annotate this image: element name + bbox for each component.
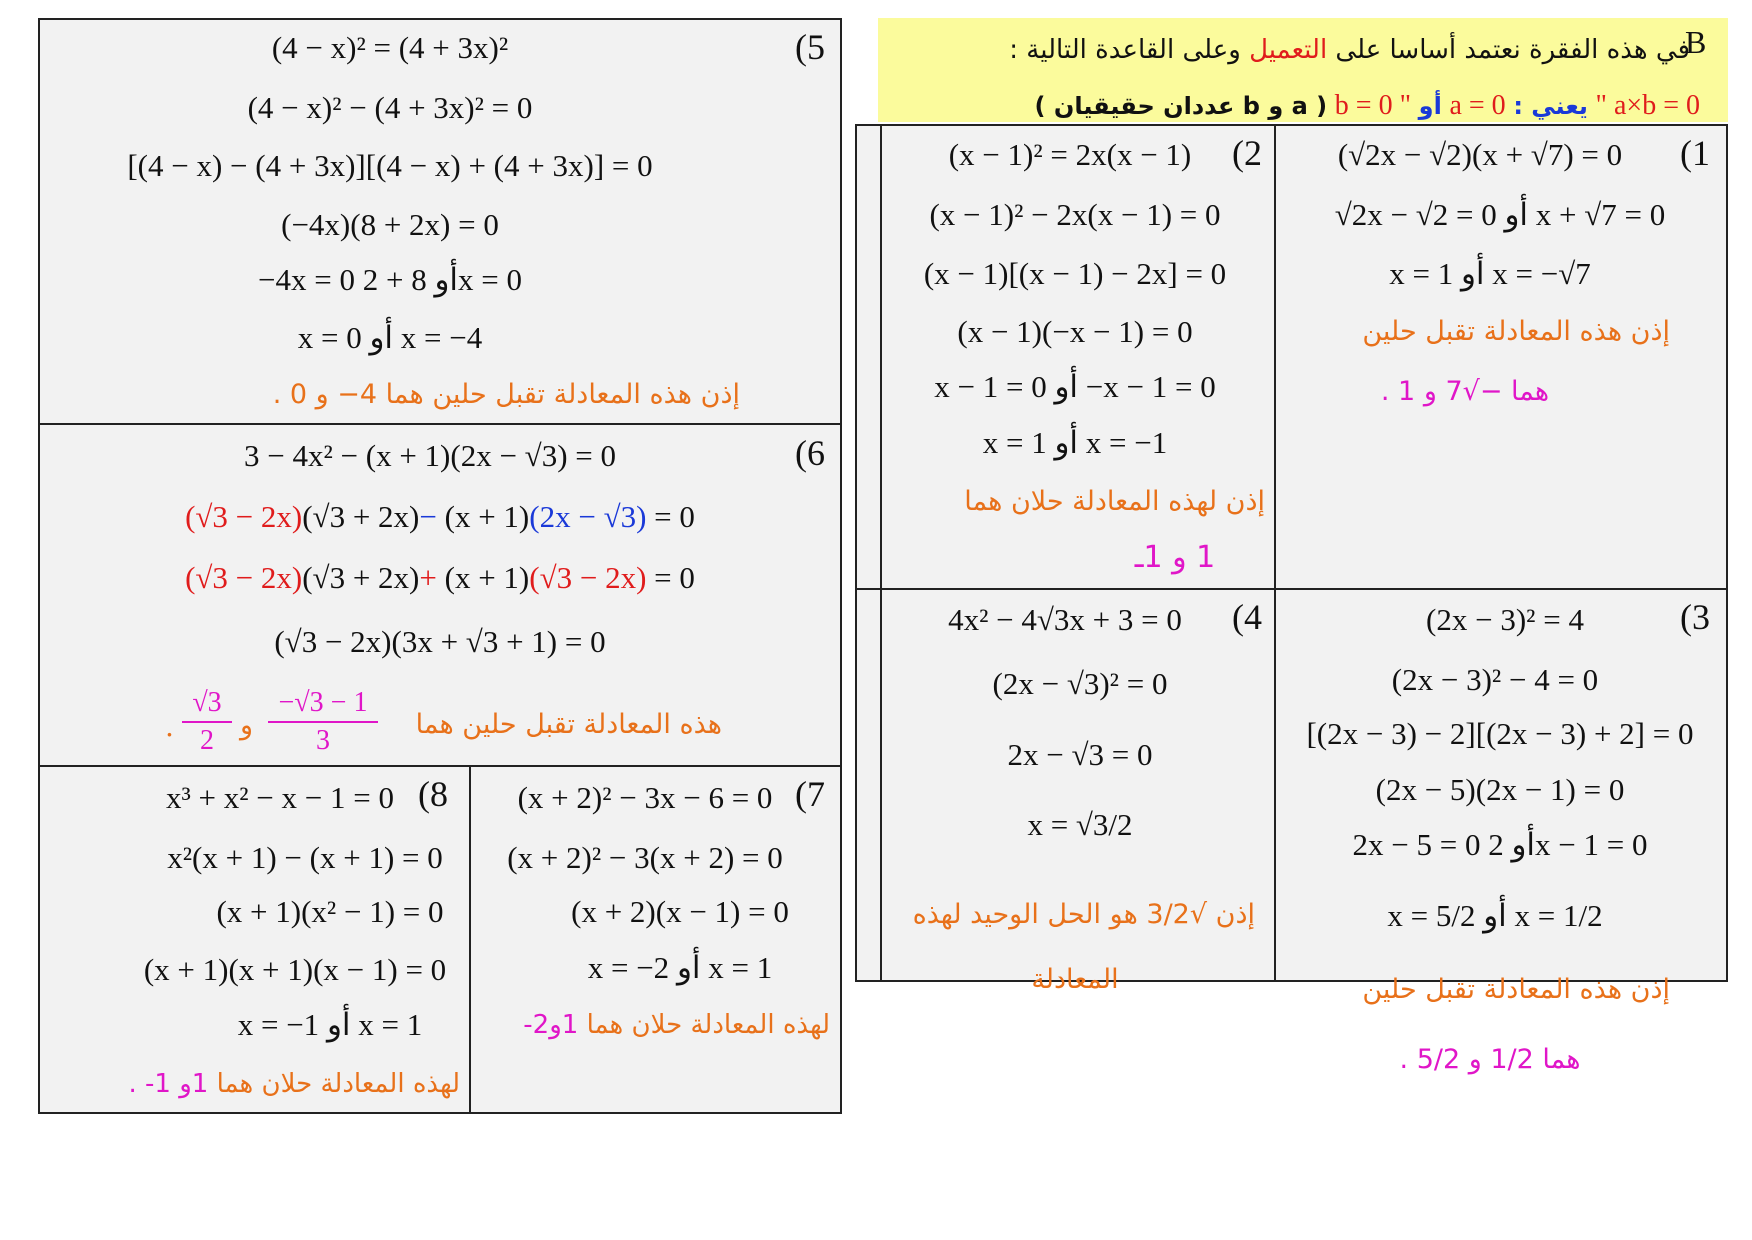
section-letter: B [1685, 24, 1707, 60]
operator: + [419, 560, 437, 595]
conclusion-text: إذن لهذه المعادلة حلان هما [964, 486, 1265, 517]
equation-line: (x − 1)² = 2x(x − 1) [948, 137, 1192, 172]
conclusion-text: إذن هذه المعادلة تقبل حلين [1362, 316, 1670, 347]
equation-line: x = 5/2 أو x = 1/2 [1387, 898, 1603, 933]
equals-zero: = 0 [646, 560, 695, 595]
exercise-number: (8 [418, 774, 448, 814]
conclusion-text: المعادلة [1031, 964, 1119, 995]
equals-zero: = 0 [646, 499, 695, 534]
conclusion-text: إذن هذه المعادلة تقبل حلين هما 4− و 0 . [272, 379, 740, 410]
equation-line: 4x² − 4√3x + 3 = 0 [948, 602, 1182, 637]
solution-fraction [268, 685, 378, 759]
rule-note: ( a و b عددان حقيقيان ) [1034, 92, 1328, 120]
fraction-numerator: √3 [182, 685, 232, 723]
equation-line: (x − 1)(−x − 1) = 0 [957, 314, 1193, 349]
conclusion-label: لهذه المعادلة حلان هما [586, 1010, 830, 1040]
factor: (√3 + 2x) [302, 499, 420, 534]
equation-line: x³ + x² − x − 1 = 0 [165, 780, 395, 815]
conclusion-text: هذه المعادلة تقبل حلين هما [415, 709, 722, 740]
solution-fraction [182, 685, 232, 759]
divider-5-6 [38, 423, 842, 425]
solutions: هما −√7 و 1 . [1380, 376, 1550, 407]
equation-line: [(2x − 3) − 2][(2x − 3) + 2] = 0 [1306, 716, 1694, 751]
equation-line: √2x − √2 = 0 أو x + √7 = 0 [1334, 197, 1666, 232]
equation-line: x = 0 أو x = −4 [297, 320, 483, 355]
factor: (√3 + 2x) [302, 560, 420, 595]
margin-line [880, 124, 882, 982]
equation-line: (2x − 3)² = 4 [1426, 602, 1584, 637]
column-divider [1274, 124, 1276, 982]
equation-line: (4 − x)² − (4 + 3x)² = 0 [247, 90, 533, 125]
equation-line: 2x − 5 = 0 أو 2x − 1 = 0 [1352, 827, 1648, 862]
equation-line: (x + 1)(x + 1)(x − 1) = 0 [143, 952, 447, 987]
conclusion-text: إذن هذه المعادلة تقبل حلين [1362, 974, 1670, 1005]
period: . [165, 710, 174, 743]
solutions: 1و 1- . [128, 1069, 209, 1099]
equation-line: (x − 1)² − 2x(x − 1) = 0 [929, 197, 1221, 232]
equation-line: x = −2 أو x = 1 [587, 950, 773, 985]
equation-line: [(4 − x) − (4 + 3x)][(4 − x) + (4 + 3x)] = 0 [127, 148, 653, 183]
factor: (√3 − 2x) [185, 499, 303, 534]
conclusion-label: لهذه المعادلة حلان هما [216, 1069, 460, 1099]
factor: (2x − √3) [529, 499, 647, 534]
equation-line: (x + 2)² − 3(x + 2) = 0 [507, 840, 783, 875]
conclusion-text [50, 1064, 460, 1104]
header-intro: في هذه الفقرة نعتمد أساسا على التعميل وعلى القاعدة التالية : [1009, 35, 1690, 65]
fraction-denominator: 3 [316, 725, 330, 756]
factor: (√3 − 2x) [529, 560, 647, 595]
equation-line: (x + 2)(x − 1) = 0 [571, 894, 789, 929]
rule-or: أو [1418, 92, 1442, 120]
solutions: هما 1/2 و 5/2 . [1399, 1044, 1581, 1075]
equation-line: x = 1 أو x = −1 [982, 425, 1168, 460]
equation-line: −4x = 0 أو 8 + 2x = 0 [257, 262, 523, 297]
equation-line: (4 − x)² = (4 + 3x)² [271, 30, 509, 65]
exercise-number: (6 [795, 433, 825, 473]
conclusion-text: إذن √3/2 هو الحل الوحيد لهذه [912, 899, 1255, 930]
equation-line: x − 1 = 0 أو −x − 1 = 0 [934, 369, 1216, 404]
equation-line: (x + 1)(x² − 1) = 0 [216, 894, 444, 929]
exercise-number: (1 [1680, 133, 1710, 173]
equation-line: x = 1 أو x = −√7 [1389, 256, 1591, 291]
equation-line: (√3 − 2x)(3x + √3 + 1) = 0 [274, 624, 606, 659]
rule-line [890, 86, 1700, 126]
equation-line-colored [120, 558, 760, 598]
equation-line: (x − 1)[(x − 1) − 2x] = 0 [923, 256, 1227, 291]
equation-line: x²(x + 1) − (x + 1) = 0 [167, 840, 443, 875]
rule-a-zero: a = 0 [1449, 90, 1506, 121]
exercise-number: (5 [795, 27, 825, 67]
equation-line: 3 − 4x² − (x + 1)(2x − √3) = 0 [243, 438, 616, 473]
factor: (x + 1) [436, 560, 530, 595]
solutions: 1و2- [523, 1010, 579, 1040]
equation-line: (x + 2)² − 3x − 6 = 0 [517, 780, 773, 815]
row-divider [855, 588, 1728, 590]
equation-line: (√2x − √2)(x + √7) = 0 [1337, 137, 1623, 172]
factor: (√3 − 2x) [185, 560, 303, 595]
rule-means: يعني : [1513, 92, 1588, 120]
factor: (x + 1) [436, 499, 530, 534]
keyword: التعميل [1249, 35, 1328, 65]
equation-line: x = √3/2 [1027, 807, 1133, 842]
exercise-number: (7 [795, 774, 825, 814]
equation-line: x = −1 أو x = 1 [237, 1007, 423, 1042]
equation-line: (2x − √3)² = 0 [992, 666, 1168, 701]
divider-7-8 [469, 765, 471, 1114]
equation-line: (−4x)(8 + 2x) = 0 [281, 207, 499, 242]
divider-6-78 [38, 765, 842, 767]
equation-line: (2x − 3)² − 4 = 0 [1391, 662, 1599, 697]
operator: − [419, 499, 437, 534]
exercise-number: (2 [1232, 133, 1262, 173]
fraction-numerator: −√3 − 1 [268, 685, 378, 723]
rule-b-zero: b = 0 " [1334, 90, 1412, 121]
exercise-number: (4 [1232, 597, 1262, 637]
equation-line: (2x − 5)(2x − 1) = 0 [1375, 772, 1625, 807]
conclusion-text [480, 1005, 830, 1045]
equation-line-colored [120, 497, 760, 537]
solutions: 1 و 1ـ [1134, 540, 1216, 575]
and-word: و [240, 710, 254, 741]
rule-product: " a×b = 0 [1595, 90, 1700, 121]
fraction-denominator: 2 [200, 725, 214, 756]
exercise-number: (3 [1680, 597, 1710, 637]
equation-line: 2x − √3 = 0 [1007, 737, 1153, 772]
